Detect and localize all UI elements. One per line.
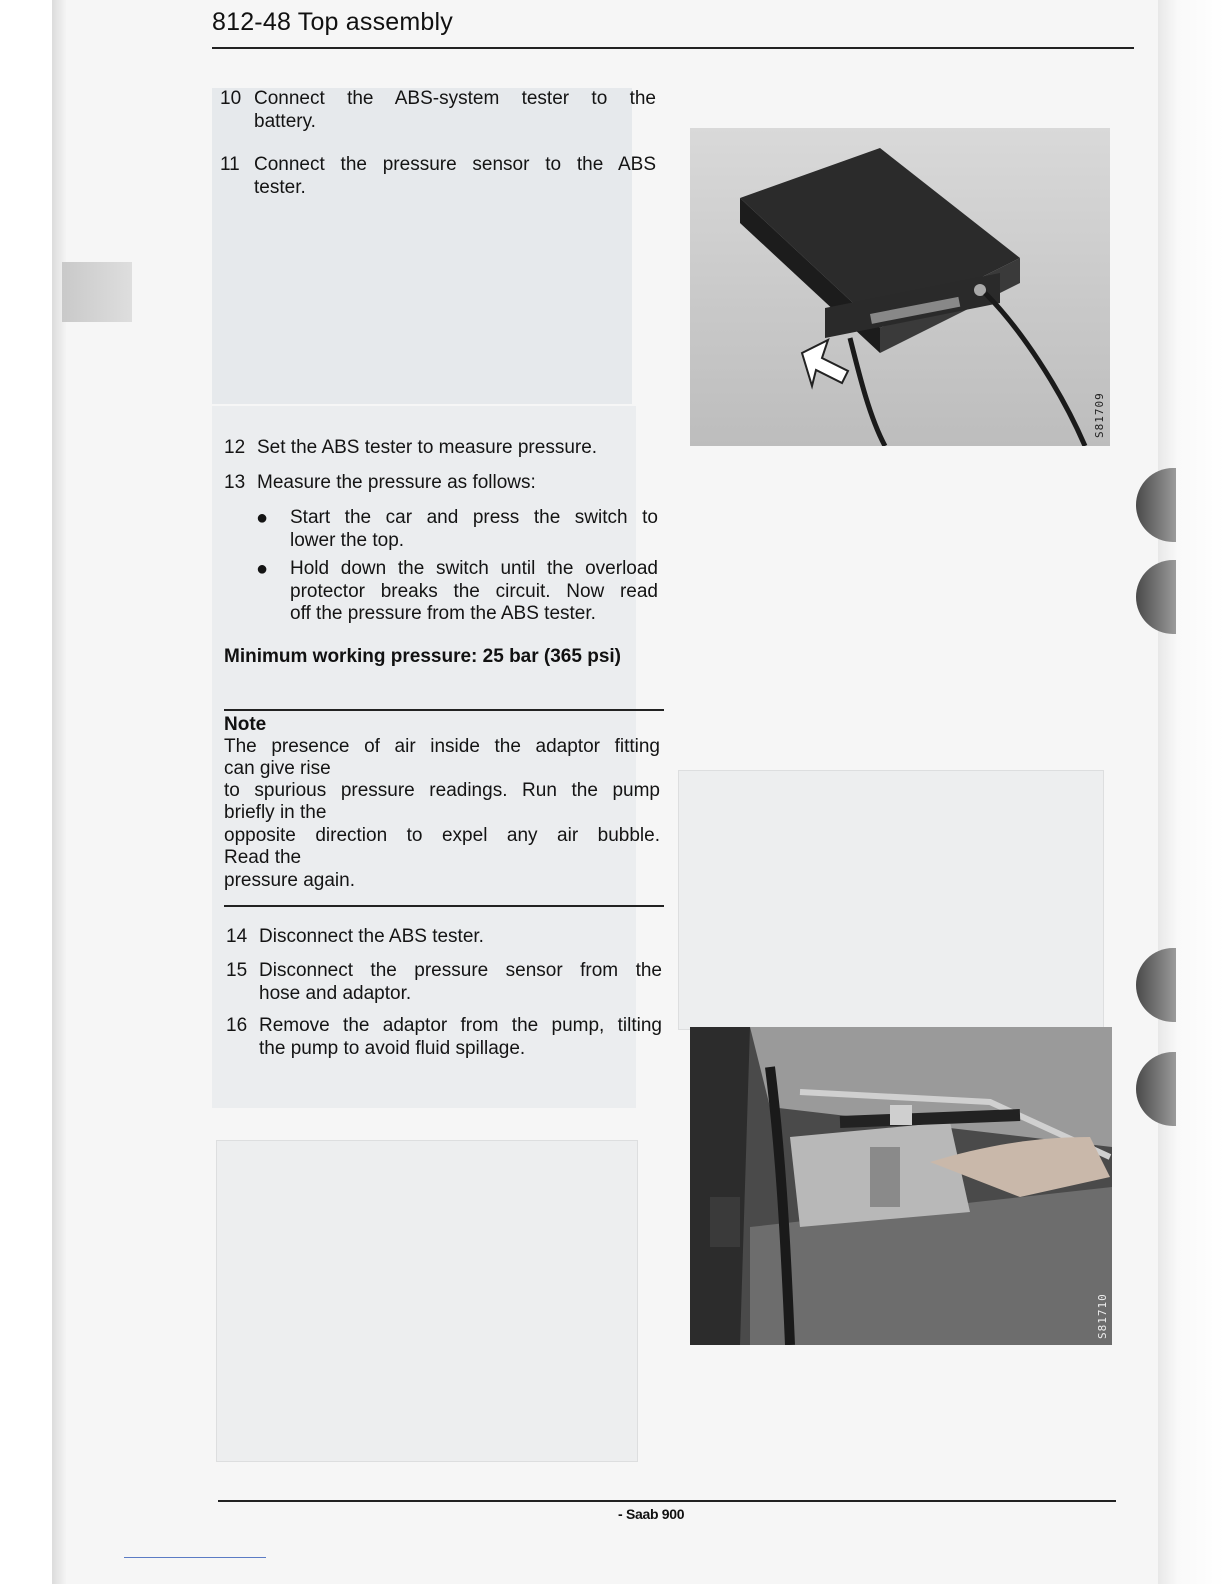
minimum-pressure-spec: Minimum working pressure: 25 bar (365 psi) [224, 646, 621, 667]
index-tab [62, 262, 132, 322]
step-text-line: Disconnect the ABS tester. [259, 926, 484, 947]
note-line: briefly in the [224, 802, 327, 823]
figure-label: S81710 [1096, 1293, 1109, 1339]
binder-ring-1 [1136, 468, 1176, 542]
bullet-text-line: Hold down the switch until the overload [290, 558, 658, 579]
note-rule-bottom [224, 905, 664, 907]
step-number: 14 [226, 926, 248, 947]
show-through-block [678, 770, 1104, 1030]
step-text-line: Disconnect the pressure sensor from the [259, 960, 662, 981]
step-text-line: Connect the ABS-system tester to the [254, 88, 656, 109]
abs-tester-illustration [690, 128, 1110, 446]
footer-brand: - Saab 900 [618, 1506, 685, 1522]
note-line: pressure again. [224, 870, 355, 891]
note-line: to spurious pressure readings. Run the pump [224, 780, 660, 801]
step-text-line: the pump to avoid fluid spillage. [259, 1037, 526, 1059]
bullet-icon: ● [256, 558, 269, 580]
step-text-line: Remove the adaptor from the pump, tilting [259, 1015, 662, 1036]
step-text: Set the ABS tester to measure pressure. [257, 437, 598, 458]
bullet-text-line: off the pressure from the ABS tester. [290, 603, 596, 624]
binder-ring-3 [1136, 948, 1176, 1022]
step-number: 13 [224, 472, 246, 493]
footer-rule [218, 1500, 1116, 1502]
text-panel-background [212, 88, 632, 404]
note-line: opposite direction to expel any air bubble. [224, 825, 660, 846]
step-text-line: tester. [254, 176, 306, 198]
scan-link-underline [124, 1557, 266, 1558]
step-number: 11 [220, 154, 240, 175]
scan-margin [0, 0, 52, 1584]
step-number: 12 [224, 437, 246, 458]
pump-adaptor-photo [690, 1027, 1112, 1345]
step-text-line: Connect the pressure sensor to the ABS [254, 154, 656, 175]
page-title: 812-48 Top assembly [212, 8, 453, 36]
page-edge-shadow [52, 0, 66, 1584]
step-text: Measure the pressure as follows: [257, 472, 536, 493]
show-through-block [216, 1140, 638, 1462]
binder-ring-2 [1136, 560, 1176, 634]
step-text-line: battery. [254, 110, 316, 132]
binder-ring-4 [1136, 1052, 1176, 1126]
figure-label: S81709 [1093, 392, 1106, 438]
note-line: The presence of air inside the adaptor fitting [224, 736, 660, 757]
step-text-line: hose and adaptor. [259, 982, 412, 1004]
header-rule [212, 47, 1134, 49]
abs-tester-photo [690, 128, 1110, 446]
note-line: can give rise [224, 758, 331, 779]
bullet-text-line: lower the top. [290, 529, 405, 551]
note-rule-top [224, 709, 664, 711]
pump-adaptor-illustration [690, 1027, 1112, 1345]
bullet-icon: ● [256, 507, 269, 529]
bullet-text-line: Start the car and press the switch to [290, 507, 658, 528]
note-line: Read the [224, 847, 302, 868]
right-page-edge [1158, 0, 1224, 1584]
step-number: 15 [226, 960, 248, 981]
step-number: 16 [226, 1015, 248, 1036]
note-heading: Note [224, 714, 267, 735]
step-number: 10 [220, 88, 242, 109]
bullet-text-line: protector breaks the circuit. Now read [290, 580, 658, 602]
